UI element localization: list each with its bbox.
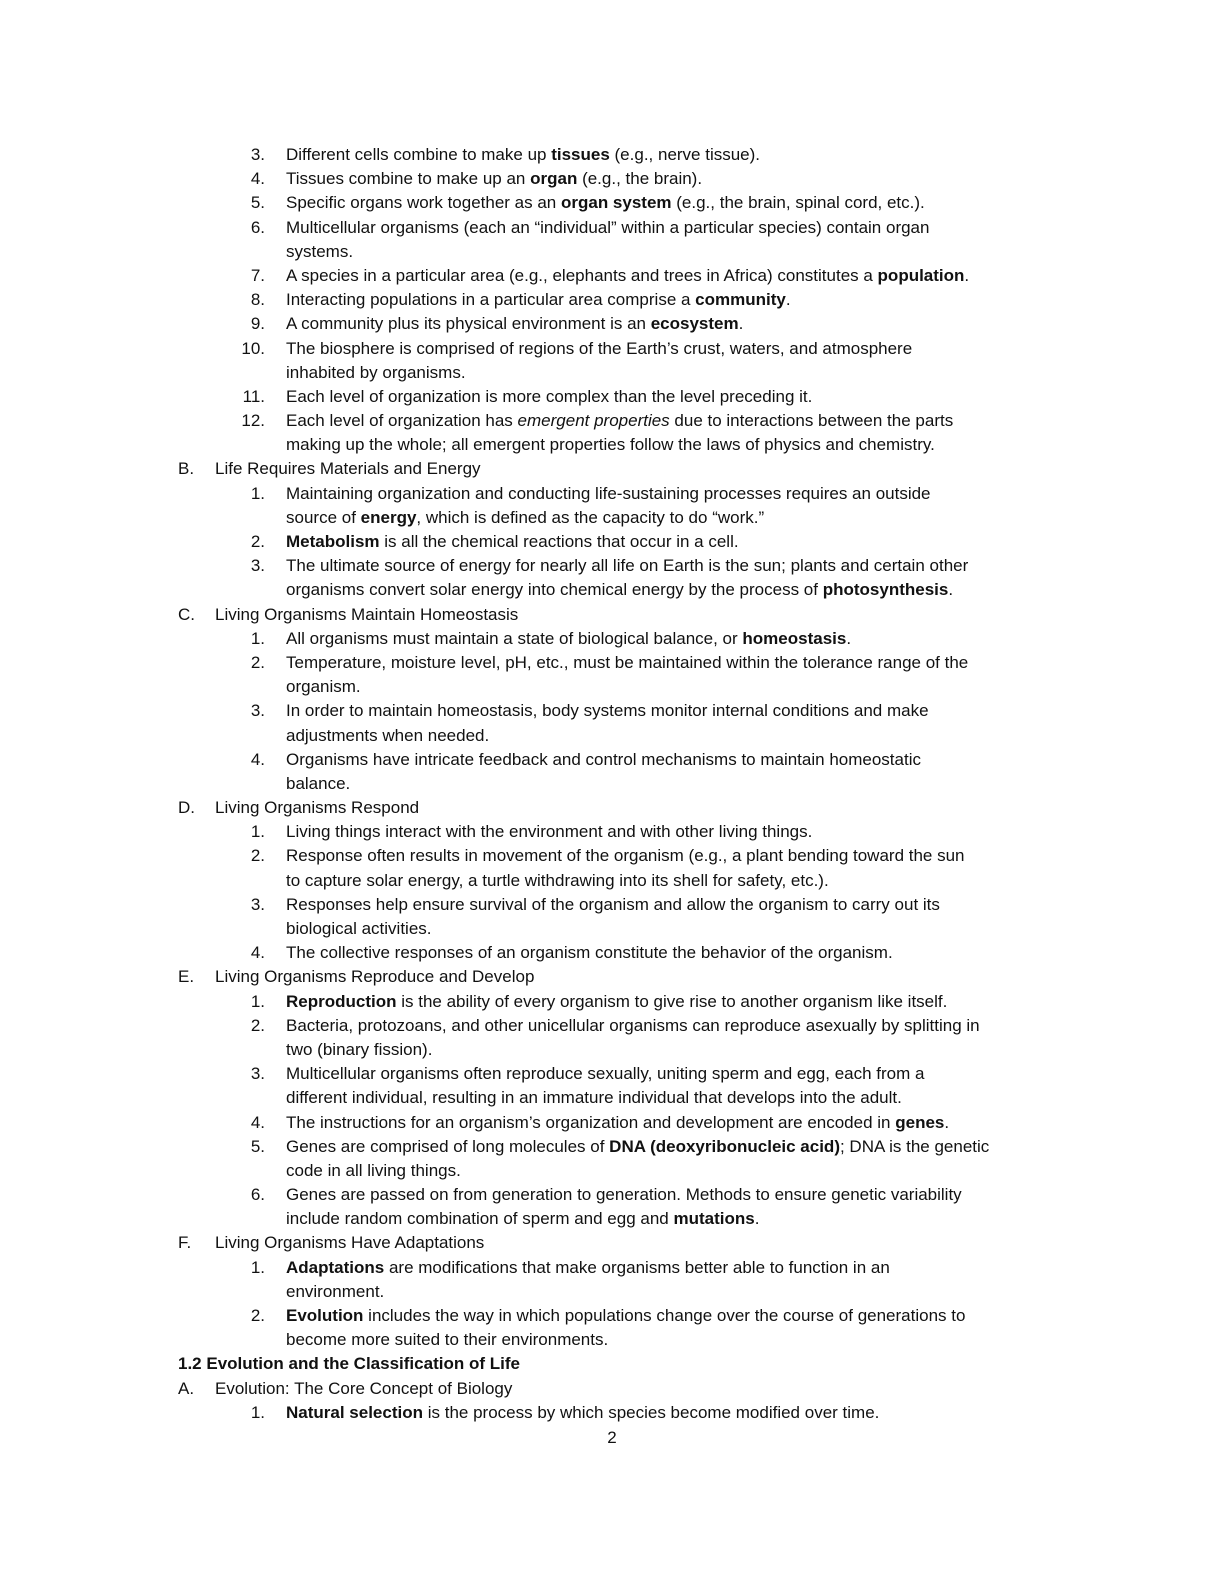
list-item: [0, 1304, 1224, 1328]
list-item: [0, 554, 1224, 578]
list-item-continuation: [0, 1328, 1224, 1352]
section-letter: C.: [178, 604, 195, 624]
item-text: Genes are passed on from generation to generation. Methods to ensure genetic variability: [286, 1185, 962, 1205]
section-heading-b: [0, 457, 1224, 481]
list-item: [0, 337, 1224, 361]
item-text: become more suited to their environments.: [286, 1330, 609, 1350]
item-number: 12.: [241, 411, 265, 431]
list-item-continuation: [0, 917, 1224, 941]
item-number: 4.: [250, 749, 265, 769]
item-text: include random combination of sperm and egg and mutations.: [286, 1209, 760, 1229]
item-text: biological activities.: [286, 919, 432, 938]
section-title: Life Requires Materials and Energy: [215, 459, 481, 479]
item-number: 5.: [250, 1136, 265, 1156]
item-text: balance.: [286, 773, 351, 793]
item-text: Bacteria, protozoans, and other unicellular organisms can reproduce asexually by splitting in: [286, 1015, 980, 1035]
item-text: Genes are comprised of long molecules of DNA (deoxyribonucleic acid); DNA is the genetic: [286, 1136, 990, 1156]
item-text: Temperature, moisture level, pH, etc., must be maintained within the tolerance range of the: [286, 652, 969, 672]
item-text: Evolution includes the way in which populations change over the course of generations to: [286, 1306, 966, 1325]
list-item-continuation: [0, 506, 1224, 530]
item-text: Each level of organization is more complex than the level preceding it.: [286, 386, 813, 406]
list-item: [0, 312, 1224, 336]
section-title: Living Organisms Maintain Homeostasis: [215, 604, 519, 624]
item-number: 2.: [250, 1306, 265, 1325]
section-heading-e: [0, 965, 1224, 989]
item-text: Living things interact with the environment and with other living things.: [286, 822, 813, 842]
item-number: 6.: [250, 217, 265, 237]
item-number: 1.: [250, 1257, 265, 1277]
list-item: [0, 167, 1224, 191]
list-item-continuation: [0, 1207, 1224, 1231]
list-item: [0, 844, 1224, 868]
item-text: Multicellular organisms often reproduce sexually, uniting sperm and egg, each from a: [286, 1064, 925, 1084]
list-item: [0, 191, 1224, 215]
section-letter: F.: [178, 1233, 192, 1253]
section-heading-d: [0, 796, 1224, 820]
item-text: source of energy, which is defined as the capacity to do “work.”: [286, 507, 765, 527]
list-item-continuation: [0, 433, 1224, 457]
item-number: 9.: [250, 314, 265, 334]
list-item-continuation: [0, 675, 1224, 699]
heading-text: 1.2 Evolution and the Classification of Life: [178, 1354, 520, 1374]
item-number: 3.: [250, 145, 265, 164]
list-item: [0, 893, 1224, 917]
list-item-continuation: [0, 1038, 1224, 1062]
item-text: Reproduction is the ability of every organism to give rise to another organism like itself.: [286, 991, 948, 1011]
item-text: Maintaining organization and conducting life-sustaining processes requires an outside: [286, 483, 931, 503]
item-number: 3.: [250, 556, 265, 576]
section-title: Living Organisms Respond: [215, 798, 420, 818]
section-heading-c: [0, 603, 1224, 627]
item-number: 6.: [250, 1185, 265, 1205]
item-text: inhabited by organisms.: [286, 362, 466, 382]
item-number: 3.: [250, 894, 265, 914]
item-number: 8.: [250, 290, 265, 310]
section-letter: B.: [178, 459, 195, 479]
item-number: 1.: [250, 628, 265, 648]
list-item: [0, 1135, 1224, 1159]
item-text: to capture solar energy, a turtle withdrawing into its shell for safety, etc.).: [286, 870, 829, 890]
list-item: [0, 143, 1224, 167]
chapter-section-heading: [0, 1352, 1224, 1376]
item-text: Adaptations are modifications that make organisms better able to function in an: [286, 1257, 890, 1277]
item-text: Each level of organization has emergent properties due to interactions between the parts: [286, 411, 954, 431]
list-item-continuation: [0, 724, 1224, 748]
item-text: The instructions for an organism’s organization and development are encoded in genes.: [286, 1112, 950, 1132]
section-title: Living Organisms Have Adaptations: [215, 1233, 485, 1253]
item-text: Tissues combine to make up an organ (e.g., the brain).: [286, 169, 703, 189]
list-item-continuation: [0, 578, 1224, 602]
item-text: Metabolism is all the chemical reactions that occur in a cell.: [286, 532, 739, 551]
list-item-continuation: [0, 869, 1224, 893]
section-title: Living Organisms Reproduce and Develop: [215, 967, 535, 987]
list-item: [0, 216, 1224, 240]
outline-body: [0, 143, 1224, 1425]
item-text: All organisms must maintain a state of biological balance, or homeostasis.: [286, 628, 852, 648]
item-text: Interacting populations in a particular area comprise a community.: [286, 290, 791, 310]
item-number: 1.: [250, 822, 265, 842]
item-number: 5.: [250, 193, 265, 213]
item-number: 2.: [250, 846, 265, 866]
item-text: systems.: [286, 241, 354, 261]
item-number: 2.: [250, 532, 265, 551]
item-text: Response often results in movement of the organism (e.g., a plant bending toward the sun: [286, 846, 965, 866]
list-item-continuation: [0, 361, 1224, 385]
item-number: 1.: [250, 991, 265, 1011]
item-text: adjustments when needed.: [286, 725, 490, 745]
item-text: Responses help ensure survival of the organism and allow the organism to carry out its: [286, 894, 940, 914]
section-letter: D.: [178, 798, 195, 818]
item-text: making up the whole; all emergent properties follow the laws of physics and chemistry.: [286, 435, 935, 455]
list-item: [0, 264, 1224, 288]
list-item: [0, 1256, 1224, 1280]
item-text: A community plus its physical environment is an ecosystem.: [286, 314, 744, 334]
list-item: [0, 288, 1224, 312]
item-number: 3.: [250, 701, 265, 721]
item-text: A species in a particular area (e.g., elephants and trees in Africa) constitutes a population.: [286, 265, 970, 285]
item-text: Specific organs work together as an organ system (e.g., the brain, spinal cord, etc.).: [286, 193, 925, 213]
item-number: 2.: [250, 1015, 265, 1035]
list-item: [0, 1111, 1224, 1135]
item-number: 4.: [250, 1112, 265, 1132]
list-item: [0, 820, 1224, 844]
item-text: code in all living things.: [286, 1160, 461, 1180]
item-text: organisms convert solar energy into chemical energy by the process of photosynthesis.: [286, 580, 954, 600]
item-text: The biosphere is comprised of regions of the Earth’s crust, waters, and atmosphere: [286, 338, 913, 358]
section-heading-a: [0, 1377, 1224, 1401]
list-item: [0, 385, 1224, 409]
list-item-continuation: [0, 1086, 1224, 1110]
list-item: [0, 1183, 1224, 1207]
item-text: In order to maintain homeostasis, body systems monitor internal conditions and make: [286, 701, 929, 721]
list-item: [0, 1014, 1224, 1038]
list-item: [0, 990, 1224, 1014]
section-letter: A.: [178, 1378, 195, 1398]
list-item-continuation: [0, 772, 1224, 796]
item-text: Different cells combine to make up tissues (e.g., nerve tissue).: [286, 145, 761, 164]
item-number: 3.: [250, 1064, 265, 1084]
item-text: The collective responses of an organism constitute the behavior of the organism.: [286, 943, 893, 963]
item-number: 7.: [250, 265, 265, 285]
item-number: 1.: [250, 483, 265, 503]
item-text: Natural selection is the process by which species become modified over time.: [286, 1402, 880, 1422]
list-item: [0, 1401, 1224, 1425]
item-text: two (binary fission).: [286, 1039, 433, 1059]
page-number: 2: [607, 1428, 617, 1447]
item-number: 2.: [250, 652, 265, 672]
item-text: different individual, resulting in an immature individual that develops into the adult.: [286, 1088, 902, 1108]
item-text: Organisms have intricate feedback and control mechanisms to maintain homeostatic: [286, 749, 921, 769]
item-number: 4.: [250, 169, 265, 189]
list-item: [0, 409, 1224, 433]
item-text: environment.: [286, 1281, 385, 1301]
list-item: [0, 651, 1224, 675]
list-item-continuation: [0, 1280, 1224, 1304]
item-number: 11.: [242, 386, 265, 406]
item-text: The ultimate source of energy for nearly all life on Earth is the sun; plants and certain other: [286, 556, 969, 576]
list-item-continuation: [0, 1159, 1224, 1183]
list-item: [0, 482, 1224, 506]
item-number: 10.: [241, 338, 265, 358]
list-item: [0, 748, 1224, 772]
item-text: Multicellular organisms (each an “individual” within a particular species) contain organ: [286, 217, 930, 237]
list-item: [0, 627, 1224, 651]
list-item: [0, 699, 1224, 723]
list-item: [0, 1062, 1224, 1086]
section-letter: E.: [178, 967, 195, 987]
item-number: 1.: [250, 1402, 265, 1422]
item-text: organism.: [286, 677, 361, 697]
section-title: Evolution: The Core Concept of Biology: [215, 1378, 513, 1398]
list-item: [0, 941, 1224, 965]
list-item-continuation: [0, 240, 1224, 264]
item-number: 4.: [250, 943, 265, 963]
list-item: [0, 530, 1224, 554]
section-heading-f: [0, 1231, 1224, 1255]
